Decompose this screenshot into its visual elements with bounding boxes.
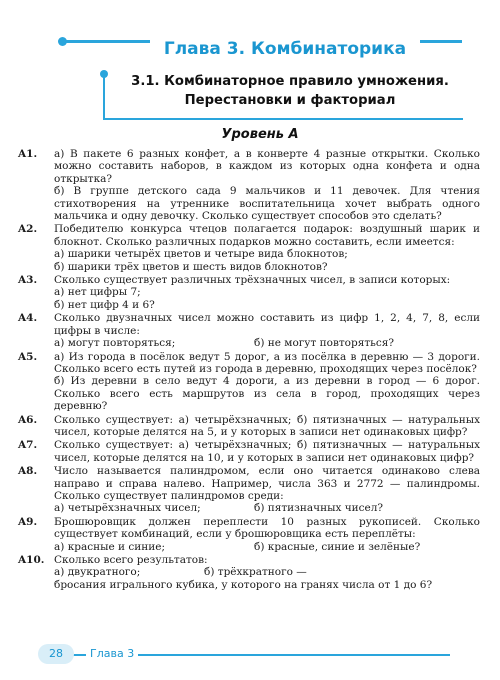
section-title-line-2: Перестановки и факториал xyxy=(184,93,396,108)
section-rule-vertical xyxy=(103,74,105,119)
problem-option: а) четырёхзначных чисел; xyxy=(54,502,201,515)
problem-text: б) В группе детского сада 9 мальчиков и 11 девочек. Для чтения стихотворения на утреннике воспитательница хочет выбрать одного мальчика и одну девочку. Сколько существует способов это сделать? xyxy=(54,185,480,223)
problem-a2 xyxy=(18,223,480,273)
level-title: Уровень А xyxy=(221,127,299,142)
problem-number: A7. xyxy=(18,439,38,452)
problem-number: A5. xyxy=(18,350,38,363)
problem-text: Сколько всего результатов: xyxy=(54,554,208,566)
problem-option: б) красные, синие и зелёные? xyxy=(254,540,421,553)
problem-text: а) В пакете 6 разных конфет, а в конверте 4 разные открытки. Сколько можно составить наборов, в каждом из которых одна конфета и одна открытка? xyxy=(54,148,480,185)
section-rule-horizontal xyxy=(103,118,463,120)
problem-text: а) Из города в посёлок ведут 5 дорог, а из посёлка в деревню — 3 дороги. Сколько всего есть путей из города в деревню, проходящих через посёлок? xyxy=(54,350,480,375)
problem-option: а) могут повторяться; xyxy=(54,337,176,350)
problem-list xyxy=(18,148,480,592)
problem-option: б) пятизначных чисел? xyxy=(254,502,384,515)
problem-text: б) Из деревни в село ведут 4 дороги, а из деревни в город — 6 дорог. Сколько всего есть маршрутов из села в город, проходящих через деревню? xyxy=(54,375,480,413)
section-title xyxy=(110,72,470,110)
problem-option: а) двукратного; xyxy=(54,566,141,579)
problem-option: а) красные и синие; xyxy=(54,540,165,553)
problem-a8 xyxy=(18,465,480,515)
problem-text: бросания игрального кубика, у которого на гранях числа от 1 до 6? xyxy=(54,578,433,591)
chapter-title: Глава 3. Комбинаторика xyxy=(150,36,420,62)
problem-number: A9. xyxy=(18,515,38,528)
problem-a9 xyxy=(18,516,480,553)
chapter-rule-dot xyxy=(58,37,67,46)
problem-option: а) нет цифры 7; xyxy=(54,286,141,299)
problem-a4 xyxy=(18,312,480,349)
problem-a5 xyxy=(18,351,480,413)
problem-option: б) шарики трёх цветов и шесть видов блокнотов? xyxy=(54,260,328,273)
problem-text: Число называется палиндромом, если оно читается одинаково слева направо и справа налево. Например, числа 363 и 2772 — палиндромы. Сколько существует палиндромов среди: xyxy=(54,465,480,502)
problem-text: Брошюровщик должен переплести 10 разных рукописей. Сколько существует комбинаций, если у брошюровщика есть переплёты: xyxy=(54,515,480,541)
problem-text: Победителю конкурса чтецов полагается подарок: воздушный шарик и блокнот. Сколько различных подарков можно составить, если имеется: xyxy=(54,223,480,248)
problem-text: Сколько двузначных чисел можно составить из цифр 1, 2, 4, 7, 8, если цифры в числе: xyxy=(54,312,480,337)
footer-chapter-label: Глава 3 xyxy=(86,644,138,664)
problem-number: A1. xyxy=(18,148,38,160)
problem-number: A8. xyxy=(18,465,38,478)
problem-number: A6. xyxy=(18,413,38,426)
problem-option: а) шарики четырёх цветов и четыре вида блокнотов; xyxy=(54,248,348,261)
problem-text: Сколько существует: а) четырёхзначных; б) пятизначных — натуральных чисел, которые делятся на 10, и у которых в записи нет одинаковых цифр? xyxy=(54,439,480,464)
page-number: 28 xyxy=(38,644,74,664)
problem-number: A10. xyxy=(18,554,45,566)
problem-option: б) трёхкратного — xyxy=(204,566,307,579)
problem-a10 xyxy=(18,554,480,591)
problem-text: Сколько существует различных трёхзначных чисел, в записи которых: xyxy=(54,274,451,287)
problem-number: A2. xyxy=(18,223,38,236)
problem-number: A4. xyxy=(18,312,38,325)
problem-a6 xyxy=(18,414,480,439)
problem-option: б) нет цифр 4 и 6? xyxy=(54,298,155,311)
problem-text: Сколько существует: а) четырёхзначных; б) пятизначных — натуральных чисел, которые делятся на 5, и у которых в записи нет одинаковых цифр? xyxy=(54,413,480,438)
problem-option: б) не могут повторяться? xyxy=(254,337,394,350)
problem-number: A3. xyxy=(18,274,38,287)
section-title-line-1: 3.1. Комбинаторное правило умножения. xyxy=(131,74,449,89)
problem-a7 xyxy=(18,439,480,464)
problem-a3 xyxy=(18,274,480,311)
problem-a1 xyxy=(18,148,480,222)
